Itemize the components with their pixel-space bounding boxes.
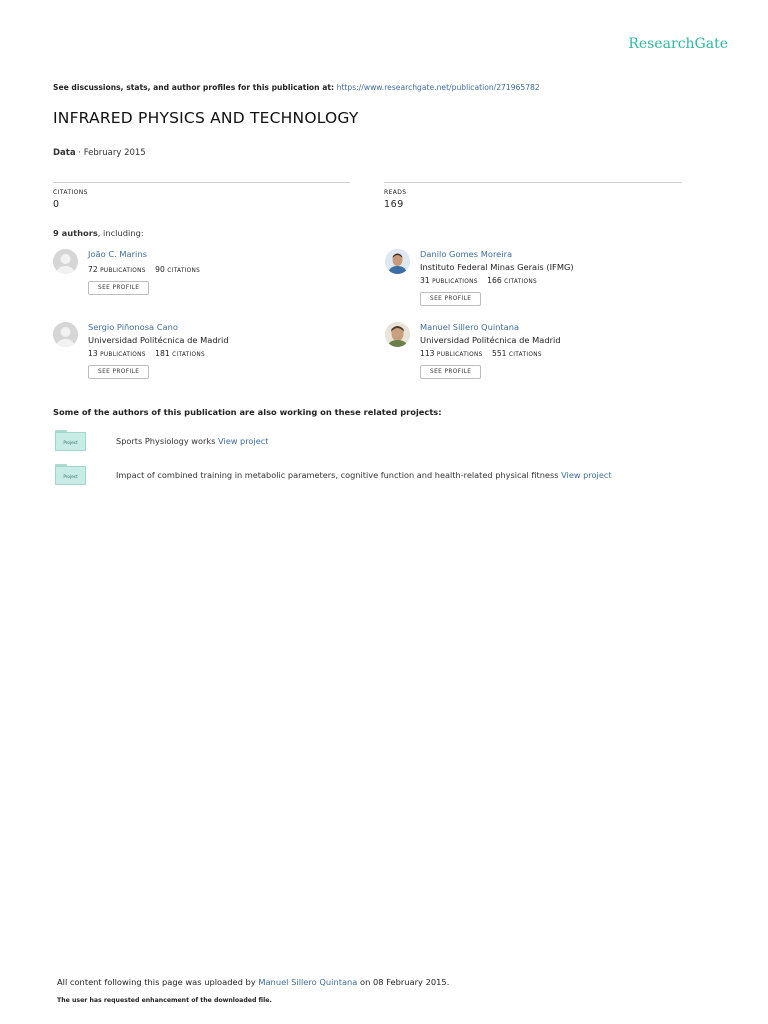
discussion-link-line: [53, 83, 540, 92]
project-text: [116, 436, 268, 446]
see-profile-button[interactable]: SEE PROFILE: [420, 365, 481, 379]
upload-info: [57, 977, 449, 987]
avatar-placeholder-icon[interactable]: [53, 249, 78, 274]
author-photo[interactable]: [385, 322, 410, 347]
see-profile-button[interactable]: SEE PROFILE: [88, 365, 149, 379]
citations-label: CITATIONS: [172, 352, 205, 358]
citations-count: 181: [155, 349, 170, 358]
citations-label: CITATIONS: [508, 352, 542, 358]
view-project-link[interactable]: View project: [561, 470, 612, 480]
authors-including: , including:: [97, 228, 144, 238]
citations-value: 0: [53, 199, 60, 210]
project-title: Impact of combined training in metabolic parameters, cognitive function and health-related physical fitness: [116, 470, 559, 480]
publication-meta: [53, 148, 146, 158]
project-folder-label: Project: [55, 432, 86, 451]
reads-value: 169: [384, 199, 404, 210]
project-item: [53, 464, 733, 486]
publications-label: PUBLICATIONS: [100, 352, 146, 358]
reads-stat: [384, 182, 682, 210]
authors-count: 9 authors: [53, 228, 98, 238]
researchgate-logo[interactable]: ResearchGate: [628, 36, 728, 52]
citations-label: CITATIONS: [504, 279, 537, 285]
publications-label: PUBLICATIONS: [432, 279, 478, 285]
enhancement-note: The user has requested enhancement of the downloaded file.: [57, 997, 272, 1004]
uploader-link[interactable]: Manuel Sillero Quintana: [258, 977, 358, 987]
publications-count: 72: [88, 265, 98, 274]
see-discussions-text: See discussions, stats, and author profiles for this publication at:: [53, 83, 334, 92]
reads-label: READS: [384, 189, 407, 196]
authors-heading: [53, 228, 144, 238]
publications-label: PUBLICATIONS: [436, 352, 483, 358]
citations-label: CITATIONS: [53, 189, 88, 196]
author-name-link[interactable]: Sergio Piñonosa Cano: [88, 322, 178, 332]
publication-type: Data: [53, 148, 76, 158]
author-institution: Universidad Politécnica de Madrid: [420, 335, 561, 345]
publication-url-link[interactable]: https://www.researchgate.net/publication/271965782: [336, 83, 540, 92]
author-name-link[interactable]: João C. Marins: [88, 249, 147, 259]
author-institution: Universidad Politécnica de Madrid: [88, 335, 229, 345]
publication-date: · February 2015: [78, 148, 146, 158]
publication-title: INFRARED PHYSICS AND TECHNOLOGY: [53, 109, 359, 127]
publications-label: PUBLICATIONS: [100, 268, 146, 274]
publications-count: 13: [88, 349, 98, 358]
author-stats: [420, 349, 685, 358]
author-stats: [88, 349, 353, 358]
see-profile-button[interactable]: SEE PROFILE: [88, 281, 149, 295]
project-title: Sports Physiology works: [116, 436, 216, 446]
citations-count: 90: [155, 265, 165, 274]
project-folder-label: Project: [55, 466, 86, 485]
avatar-placeholder-icon[interactable]: [53, 322, 78, 347]
project-folder-icon[interactable]: [55, 464, 86, 486]
related-projects-heading: Some of the authors of this publication are also working on these related projects:: [53, 407, 442, 417]
see-profile-button[interactable]: SEE PROFILE: [420, 292, 481, 306]
upload-date: on 08 February 2015.: [360, 977, 450, 987]
citations-count: 551: [492, 349, 507, 358]
author-stats: [420, 276, 685, 285]
citations-count: 166: [487, 276, 502, 285]
author-photo[interactable]: [385, 249, 410, 274]
publications-count: 31: [420, 276, 430, 285]
project-folder-icon[interactable]: [55, 430, 86, 452]
author-institution: Instituto Federal Minas Gerais (IFMG): [420, 262, 574, 272]
citations-stat: [53, 182, 350, 210]
author-stats: [88, 265, 353, 274]
author-name-link[interactable]: Manuel Sillero Quintana: [420, 322, 520, 332]
view-project-link[interactable]: View project: [218, 436, 269, 446]
project-text: [116, 470, 612, 480]
project-item: [53, 430, 733, 452]
author-name-link[interactable]: Danilo Gomes Moreira: [420, 249, 513, 259]
upload-prefix: All content following this page was uploaded by: [57, 977, 256, 987]
publications-count: 113: [420, 349, 435, 358]
citations-label: CITATIONS: [167, 268, 201, 274]
